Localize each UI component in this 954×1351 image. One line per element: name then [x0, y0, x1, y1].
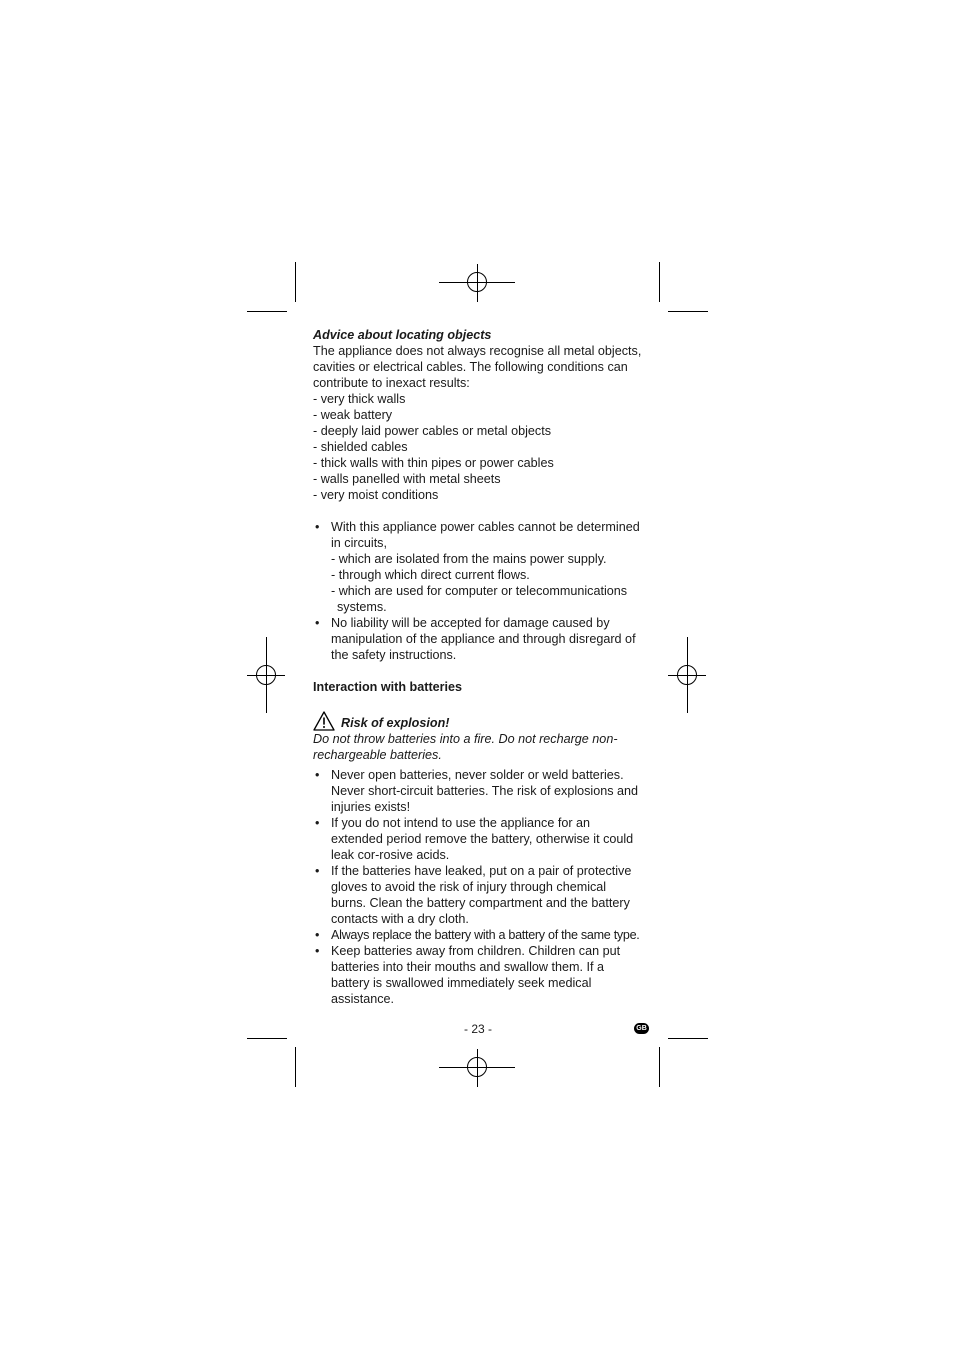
- intro-line: cavities or electrical cables. The following conditions can: [313, 360, 628, 374]
- list-item: • Always replace the battery with a battery of the same type.: [313, 927, 643, 943]
- bullet-list-batteries: [313, 767, 643, 1007]
- condition-item: - thick walls with thin pipes or power cables: [313, 456, 554, 470]
- list-item: • If you do not intend to use the appliance for an extended period remove the battery, otherwise it could leak cor-rosive acids.: [313, 815, 643, 863]
- condition-item: - very thick walls: [313, 392, 406, 406]
- page-number: - 23 -: [463, 1022, 492, 1036]
- list-item: [313, 519, 643, 615]
- section-title-batteries: Interaction with batteries: [313, 680, 463, 694]
- list-item: • No liability will be accepted for damage caused by manipulation of the appliance and through disregard of the safety instructions.: [313, 615, 643, 663]
- condition-item: - weak battery: [313, 408, 393, 422]
- list-item: • If the batteries have leaked, put on a pair of protective gloves to avoid the risk of injury through chemical burns. Clean the battery compartment and the battery contacts with a dry cloth.: [313, 863, 643, 927]
- condition-item: - shielded cables: [313, 440, 408, 454]
- sub-item: - which are isolated from the mains power supply.: [331, 552, 607, 566]
- list-item: • Never open batteries, never solder or weld batteries. Never short-circuit batteries. The risk of explosions and injuries exists!: [313, 767, 643, 815]
- sub-list: [331, 551, 643, 615]
- condition-item: - very moist conditions: [313, 488, 439, 502]
- intro-line: contribute to inexact results:: [313, 376, 470, 390]
- page-content: [313, 327, 643, 1007]
- sub-item: - through which direct current flows.: [331, 568, 530, 582]
- condition-item: - deeply laid power cables or metal objects: [313, 424, 552, 438]
- section-title-locating: Advice about locating objects: [313, 328, 492, 342]
- warning-text: Do not throw batteries into a fire. Do not recharge non-: [313, 732, 618, 746]
- intro-line: The appliance does not always recognise all metal objects,: [313, 344, 642, 358]
- warning-header: [313, 711, 643, 731]
- warning-title: Risk of explosion!: [341, 716, 450, 730]
- bullet-text: With this appliance power cables cannot be determined in circuits,: [331, 520, 640, 550]
- warning-triangle-icon: [313, 711, 335, 731]
- warning-text: rechargeable batteries.: [313, 748, 442, 762]
- country-badge: GB: [634, 1023, 649, 1034]
- sub-item: - which are used for computer or telecommunications systems.: [331, 584, 628, 614]
- condition-item: - walls panelled with metal sheets: [313, 472, 501, 486]
- list-item: • Keep batteries away from children. Children can put batteries into their mouths and swallow them. If a battery is swallowed immediately seek medical assistance.: [313, 943, 643, 1007]
- bullet-list-locating: [313, 519, 643, 663]
